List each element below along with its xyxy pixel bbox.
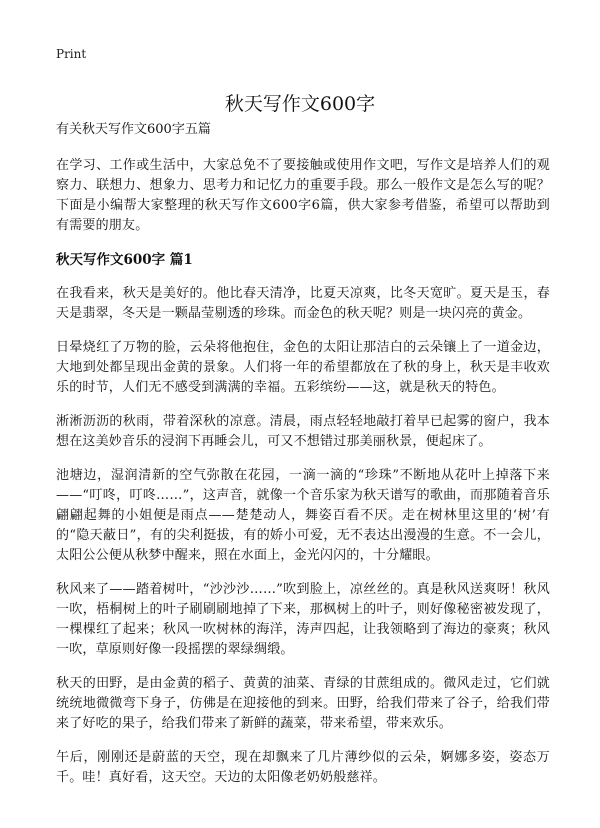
body-paragraph: 池塘边，湿润清新的空气弥散在花园，一滴一滴的“珍珠”不断地从花叶上掉落下来——“叮咚，叮咚……”，这声音，就像一个音乐家为秋天谱写的歌曲，而那随着音乐翩翩起舞的小姐便是雨点——楚楚动人，舞姿百看不厌。走在树林里这里的‘树’有的“隐天蔽日”，有的尖利挺拔，有的娇小可爱，无不表达出漫漫的生意。不一会儿，太阳公公便从秋梦中醒来，照在水面上，金光闪闪的，十分耀眼。 bbox=[56, 468, 550, 563]
body-paragraph: 秋风来了——踏着树叶，“沙沙沙……”吹到脸上，凉丝丝的。真是秋风送爽呀！秋风一吹，梧桐树上的叶子刷刷刷地掉了下来，那枫树上的叶子，则好像秘密被发现了，一棵棵红了起来；秋风一吹树林的海洋，涛声四起，让我领略到了海边的豪爽；秋风一吹，草原则好像一段摇摆的翠绿绸缎。 bbox=[56, 582, 550, 657]
section-heading: 秋天写作文600字 篇1 bbox=[56, 252, 193, 268]
body-paragraph: 午后，刚刚还是蔚蓝的天空，现在却飘来了几片薄纱似的云朵，婀娜多姿，姿态万千。哇！真好看，这天空。天边的太阳像老奶奶般慈祥。 bbox=[56, 750, 550, 785]
body-paragraph: 秋天的田野，是由金黄的稻子、黄黄的油菜、青绿的甘蔗组成的。微风走过，它们就统统地微微弯下身子，仿佛是在迎接他的到来。田野，给我们带来了谷子，给我们带来了好吃的果子，给我们带来了新鲜的蔬菜，带来希望，带来欢乐。 bbox=[56, 676, 550, 731]
document-subtitle: 有关秋天写作文600字五篇 bbox=[56, 122, 211, 137]
body-paragraph: 在我看来，秋天是美好的。他比春天清净，比夏天凉爽，比冬天宽旷。夏天是玉，春天是翡翠，冬天是一颗晶莹剔透的珍珠。而金色的秋天呢？则是一块闪亮的黄金。 bbox=[56, 286, 550, 321]
intro-paragraph: 在学习、工作或生活中，大家总免不了要接触或使用作文吧，写作文是培养人们的观察力、联想力、想象力、思考力和记忆力的重要手段。那么一般作文是怎么写的呢？下面是小编帮大家整理的秋天写作文600字6篇，供大家参考借鉴，希望可以帮助到有需要的朋友。 bbox=[56, 158, 550, 233]
print-label: Print bbox=[56, 47, 87, 61]
body-paragraph: 日晕烧红了万物的脸，云朵将他抱住，金色的太阳让那洁白的云朵镶上了一道金边，大地到处都呈现出金黄的景象。人们将一年的希望都放在了秋的身上，秋天是丰收欢乐的时节，人们无不感受到满满的幸福。五彩缤纷——这，就是秋天的特色。 bbox=[56, 340, 550, 395]
document-title: 秋天写作文600字 bbox=[224, 92, 376, 115]
document-content bbox=[56, 120, 550, 802]
body-paragraph: 淅淅沥沥的秋雨，带着深秋的凉意。清晨，雨点轻轻地敲打着早已起雾的窗户，我本想在这美妙音乐的浸润下再睡会儿，可又不想错过那美丽秋景，便起床了。 bbox=[56, 414, 550, 449]
